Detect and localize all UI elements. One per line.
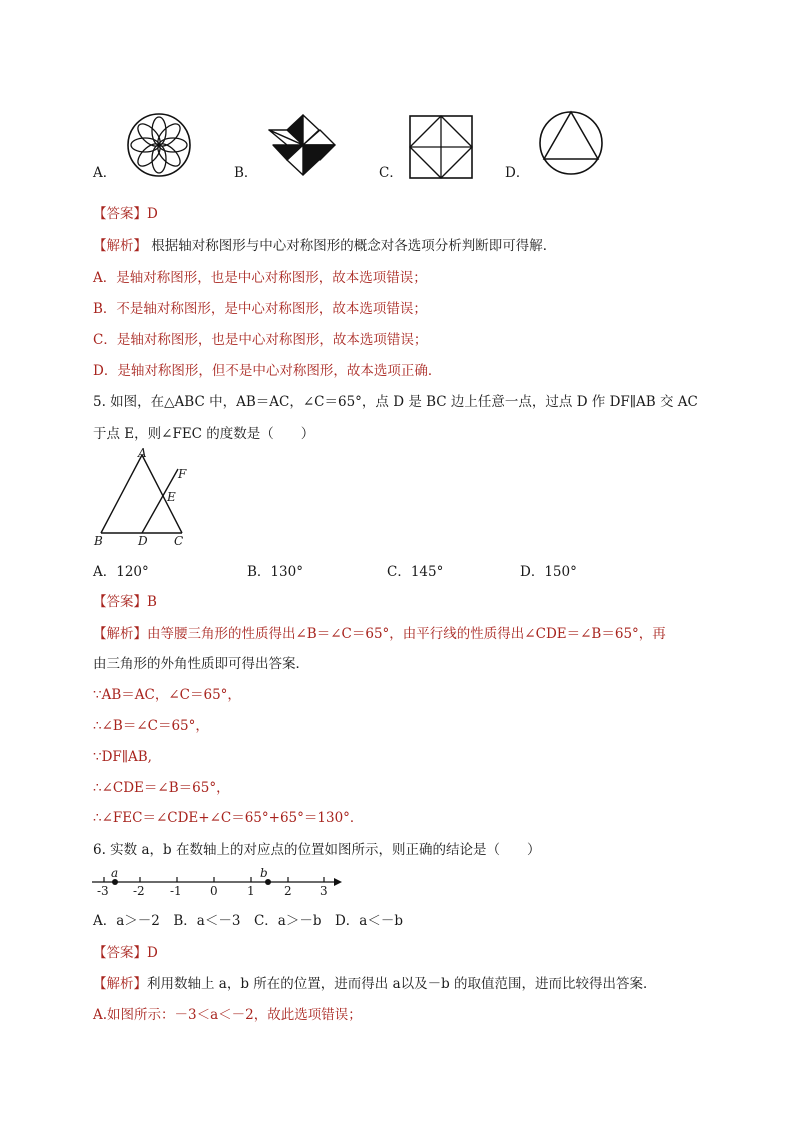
q4-line-a: A．是轴对称图形，也是中心对称图形，故本选项错误； — [93, 270, 427, 286]
tick-neg1: -1 — [170, 884, 182, 898]
number-line-axis — [90, 868, 350, 898]
label-c: C — [174, 534, 184, 548]
answer-tag: 【答案】 — [93, 945, 147, 961]
q5-analysis-line1 — [93, 624, 666, 644]
q5-answer — [93, 592, 157, 612]
q5-option-d: D．150° — [520, 564, 577, 580]
q4-line-c: C．是轴对称图形，也是中心对称图形，故本选项错误； — [93, 332, 428, 348]
label-e: E — [167, 490, 176, 504]
analysis-tag: 【解析】 — [93, 976, 147, 992]
q4-option-a-label: A． — [93, 165, 117, 181]
q5-step-5: ∴∠FEC＝∠CDE+∠C＝65°+65°＝130°． — [93, 810, 364, 826]
tick-2: 2 — [284, 884, 292, 898]
q4-option-b-label: B． — [234, 165, 258, 181]
q4-answer — [93, 204, 158, 224]
figure-a-flower-icon — [126, 113, 196, 183]
label-a: A — [138, 446, 147, 460]
analysis-text: 由等腰三角形的性质得出∠B＝∠C＝65°，由平行线的性质得出∠CDE＝∠B＝65°，再 — [147, 626, 666, 642]
q5-option-b: B．130° — [247, 564, 303, 580]
tick-neg2: -2 — [133, 884, 145, 898]
figure-b-pinwheel-icon — [265, 110, 345, 180]
q6-line-a: A.如图所示：－3＜a＜－2，故此选项错误； — [93, 1007, 362, 1023]
q4-line-d: D．是轴对称图形，但不是中心对称图形，故本选项正确． — [93, 363, 442, 379]
analysis-text: 根据轴对称图形与中心对称图形的概念对各选项分析判断即可得解． — [147, 238, 557, 254]
q6-options: A．a＞－2 B．a＜－3 C．a＞－b D．a＜－b — [93, 913, 403, 929]
q4-analysis — [93, 236, 556, 256]
figure-c-square-diamond-icon — [408, 114, 478, 184]
q5-stem-line2: 于点 E，则∠FEC 的度数是（ ） — [93, 426, 315, 442]
q5-step-1: ∵AB＝AC，∠C＝65°， — [93, 687, 241, 703]
answer-value: D — [147, 945, 158, 961]
triangle-diagram — [90, 445, 210, 555]
q6-analysis — [93, 974, 657, 994]
label-b: B — [94, 534, 103, 548]
q5-option-c: C．145° — [387, 564, 444, 580]
q5-option-a: A．120° — [93, 564, 149, 580]
answer-value: B — [147, 594, 157, 610]
q5-stem-line1: 5. 如图，在△ABC 中，AB＝AC，∠C＝65°，点 D 是 BC 边上任意一点，过点 D 作 DF∥AB 交 AC — [93, 394, 698, 410]
answer-tag: 【答案】 — [93, 594, 147, 610]
point-a-label: a — [111, 866, 119, 880]
q6-answer — [93, 943, 158, 963]
q5-step-3: ∵DF∥AB, — [93, 749, 152, 765]
label-f: F — [178, 467, 187, 481]
label-d: D — [138, 534, 148, 548]
point-b-label: b — [260, 866, 268, 880]
figure-d-triangle-circle-icon — [538, 110, 608, 180]
analysis-tag: 【解析】 — [93, 626, 147, 642]
q4-line-b: B．不是轴对称图形，是中心对称图形，故本选项错误； — [93, 301, 427, 317]
answer-tag: 【答案】 — [93, 206, 147, 222]
tick-0: 0 — [210, 884, 218, 898]
q4-option-d-label: D． — [505, 165, 530, 181]
tick-1: 1 — [247, 884, 255, 898]
analysis-text: 利用数轴上 a，b 所在的位置，进而得出 a以及－b 的取值范围，进而比较得出答案． — [147, 976, 657, 992]
q5-analysis-line2: 由三角形的外角性质即可得出答案． — [93, 656, 309, 672]
q4-option-c-label: C． — [379, 165, 403, 181]
tick-3: 3 — [320, 884, 328, 898]
q5-step-2: ∴∠B＝∠C＝65°， — [93, 718, 209, 734]
q5-step-4: ∴∠CDE＝∠B＝65°， — [93, 780, 230, 796]
q6-stem: 6. 实数 a，b 在数轴上的对应点的位置如图所示，则正确的结论是（ ） — [93, 842, 541, 858]
analysis-tag: 【解析】 — [93, 238, 147, 254]
tick-neg3: -3 — [97, 884, 109, 898]
answer-value: D — [147, 206, 158, 222]
